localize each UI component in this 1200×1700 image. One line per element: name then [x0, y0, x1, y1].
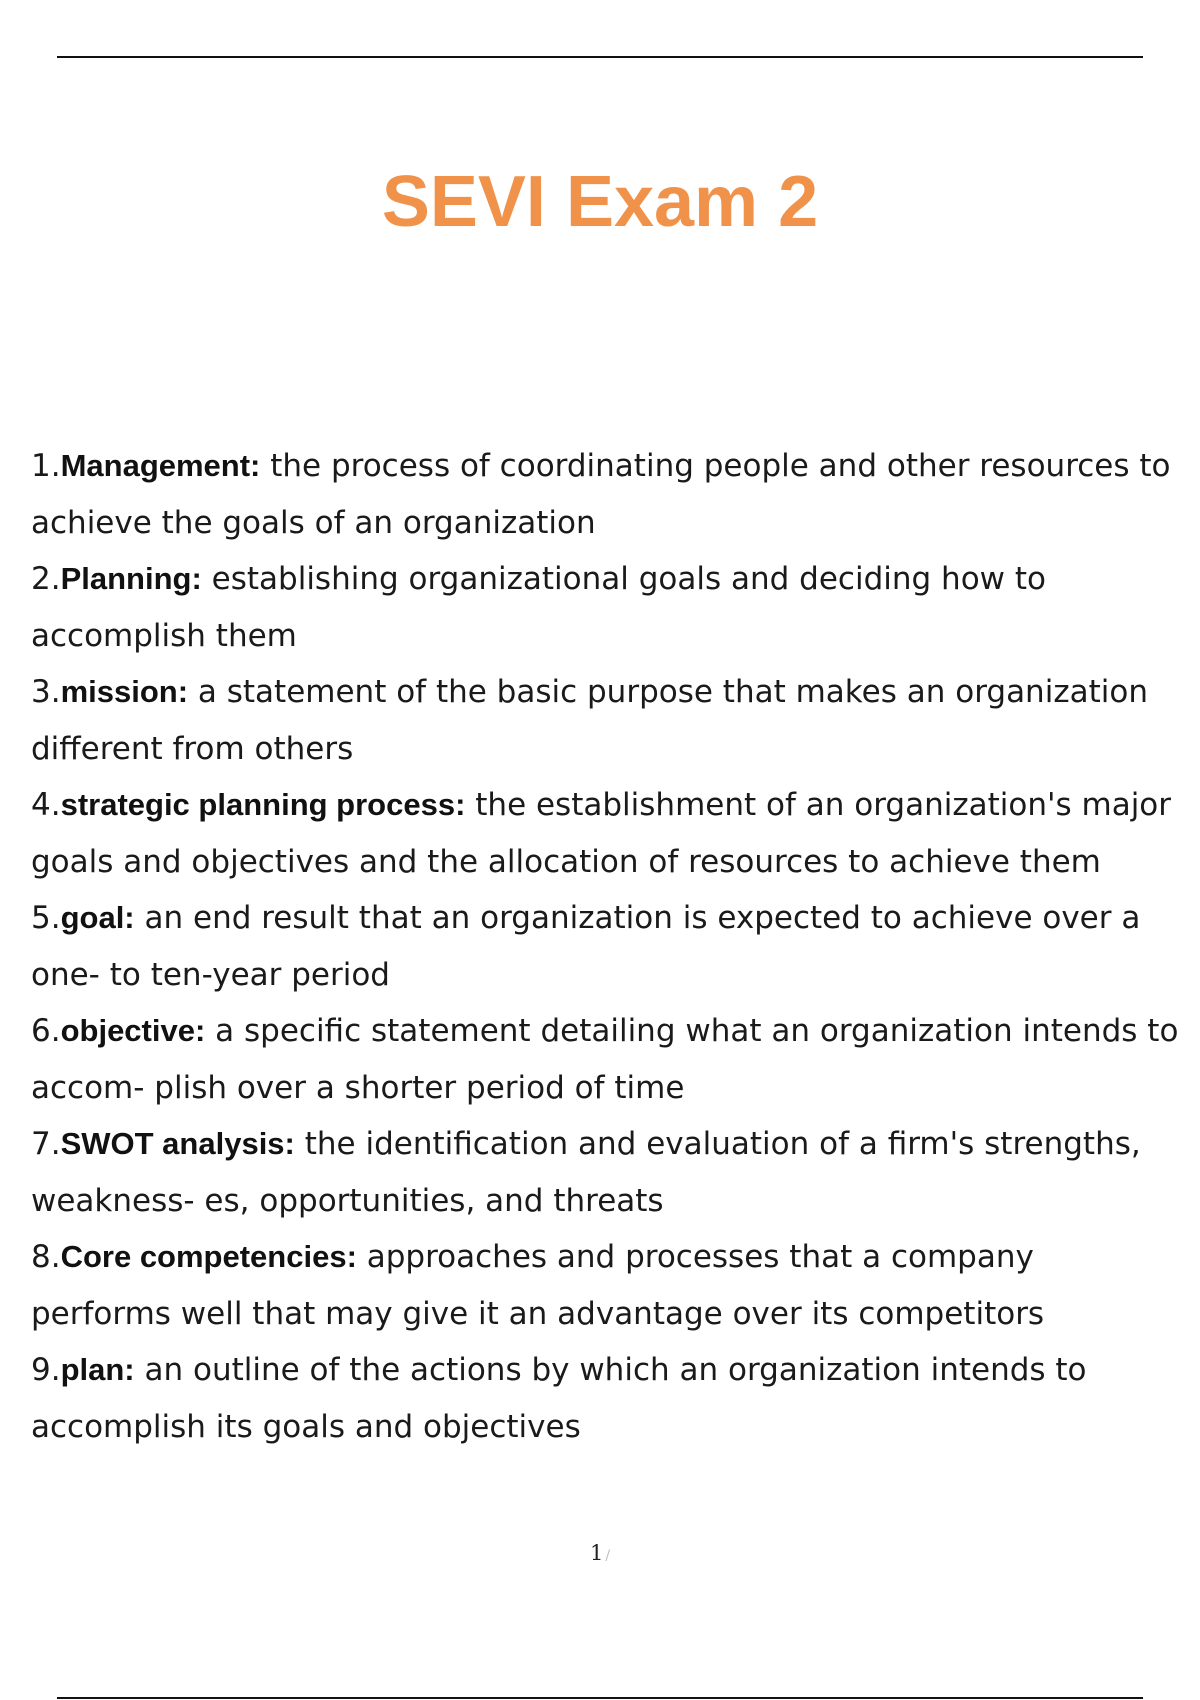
- list-item: [31, 438, 1181, 551]
- term-label: Planning:: [60, 561, 202, 596]
- item-number: 8.: [31, 1239, 61, 1275]
- list-item: [31, 1003, 1181, 1116]
- top-divider: [57, 56, 1143, 58]
- term-label: goal:: [60, 900, 135, 935]
- term-label: plan:: [60, 1352, 135, 1387]
- term-definition: the process of coordinating people and other resources to achieve the goals of an organization: [31, 448, 1171, 541]
- page-number-separator: /: [605, 1548, 611, 1564]
- bottom-divider: [57, 1697, 1143, 1699]
- item-number: 4.: [31, 787, 61, 823]
- list-item: [31, 777, 1181, 890]
- item-number: 1.: [31, 448, 61, 484]
- list-item: [31, 890, 1181, 1003]
- term-label: strategic planning process:: [60, 787, 466, 822]
- term-definition: an end result that an organization is expected to achieve over a one- to ten-year period: [31, 900, 1141, 993]
- term-definition: a statement of the basic purpose that makes an organization different from others: [31, 674, 1148, 767]
- term-definition: an outline of the actions by which an organization intends to accomplish its goals and objectives: [31, 1352, 1087, 1445]
- list-item: [31, 1116, 1181, 1229]
- term-definition: a specific statement detailing what an organization intends to accom- plish over a shorter period of time: [31, 1013, 1179, 1106]
- terms-list: [31, 438, 1181, 1455]
- term-definition: establishing organizational goals and deciding how to accomplish them: [31, 561, 1046, 654]
- item-number: 9.: [31, 1352, 61, 1388]
- term-definition: approaches and processes that a company performs well that may give it an advantage over its competitors: [31, 1239, 1045, 1332]
- list-item: [31, 551, 1181, 664]
- page-number: [0, 1541, 1200, 1565]
- item-number: 2.: [31, 561, 61, 597]
- term-label: SWOT analysis:: [60, 1126, 295, 1161]
- item-number: 6.: [31, 1013, 61, 1049]
- list-item: [31, 1342, 1181, 1455]
- term-label: objective:: [60, 1013, 206, 1048]
- page-number-value: 1: [589, 1541, 604, 1565]
- page-title: SEVI Exam 2: [381, 162, 819, 243]
- term-label: Management:: [60, 448, 261, 483]
- term-label: Core competencies:: [60, 1239, 357, 1274]
- term-label: mission:: [60, 674, 189, 709]
- item-number: 3.: [31, 674, 61, 710]
- item-number: 5.: [31, 900, 61, 936]
- list-item: [31, 1229, 1181, 1342]
- item-number: 7.: [31, 1126, 61, 1162]
- list-item: [31, 664, 1181, 777]
- term-definition: the identification and evaluation of a firm's strengths, weakness- es, opportunities, and threats: [31, 1126, 1141, 1219]
- term-definition: the establishment of an organization's major goals and objectives and the allocation of resources to achieve them: [31, 787, 1172, 880]
